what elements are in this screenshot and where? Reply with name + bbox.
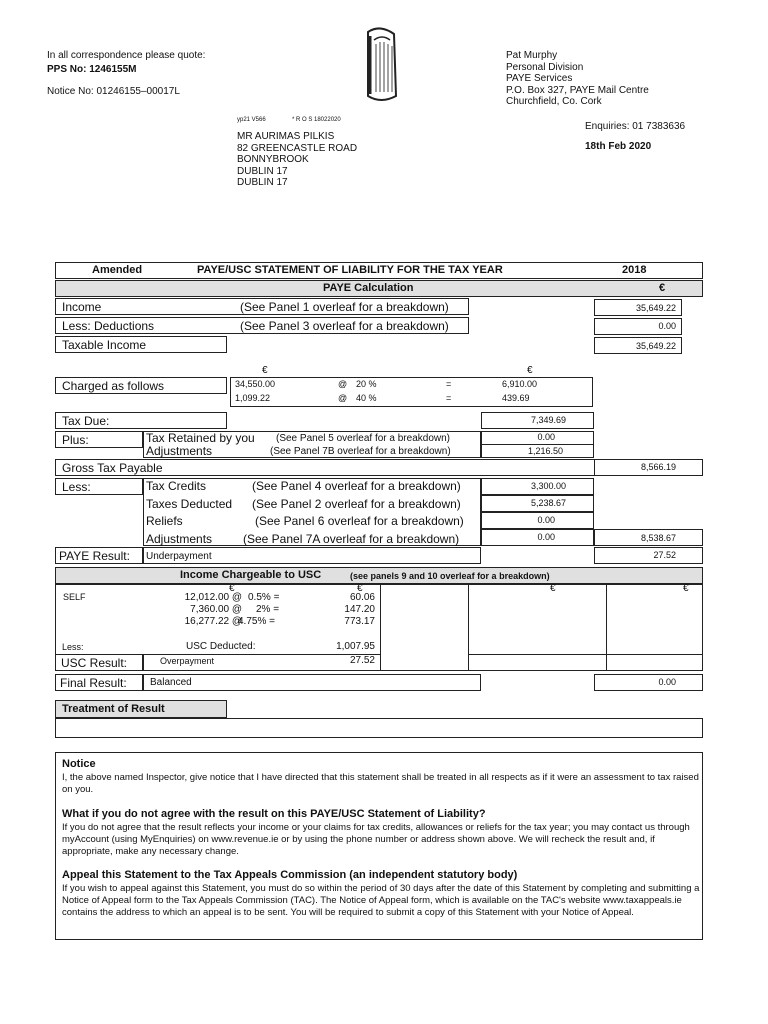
final-result-label: Final Result: [60, 676, 127, 690]
tax-due-label: Tax Due: [62, 414, 110, 428]
notice-body: I, the above named Inspector, give notice that I have directed that this statement shall be treated in all respects as if it were an assessment to tax raised on you. [62, 772, 699, 795]
usc-rate-2: 2% = [256, 604, 280, 615]
reliefs-note: (See Panel 6 overleaf for a breakdown) [255, 514, 464, 528]
address-line-1: MR AURIMAS PILKIS [237, 131, 335, 142]
less-label: Less: [62, 480, 91, 494]
quote-line: In all correspondence please quote: [47, 50, 206, 61]
office-line-1: Pat Murphy [506, 50, 558, 61]
charged-euro-right: € [527, 365, 533, 376]
paye-result-text: Underpayment [146, 551, 212, 562]
charged-amount-1: 34,550.00 [235, 379, 276, 389]
usc-value-2: 147.20 [344, 604, 375, 615]
charged-rate-2: 40 % [356, 393, 377, 403]
usc-rate-1: 0.5% = [248, 592, 280, 603]
income-label: Income [62, 300, 102, 314]
charged-rate-1: 20 % [356, 379, 377, 389]
usc-result-label: USC Result: [61, 656, 128, 670]
ref-code-left: yp21 V566 [237, 117, 266, 123]
taxes-deducted-value: 5,238.67 [530, 498, 566, 508]
enquiries: Enquiries: 01 7383636 [585, 121, 686, 132]
office-line-3: PAYE Services [506, 73, 573, 84]
credits-note: (See Panel 4 overleaf for a breakdown) [252, 479, 461, 493]
less-total-value: 8,538.67 [640, 533, 676, 543]
usc-result-value: 27.52 [349, 655, 375, 666]
retained-label: Tax Retained by you [146, 431, 255, 445]
deductions-label: Less: Deductions [62, 319, 155, 333]
usc-deducted-label: USC Deducted: [186, 641, 256, 652]
usc-euro-4: € [683, 583, 689, 594]
credits-value: 3,300.00 [530, 481, 566, 491]
plus-adjustments-label: Adjustments [146, 444, 213, 458]
charged-tax-2: 439.69 [502, 393, 530, 403]
usc-euro-1: € [229, 583, 235, 594]
plus-adjustments-note: (See Panel 7B overleaf for a breakdown) [270, 446, 451, 457]
usc-euro-3: € [550, 583, 556, 594]
ref-code-right: * R O S 18022020 [292, 117, 341, 123]
usc-divider-3 [606, 584, 607, 671]
taxable-income-label: Taxable Income [62, 338, 147, 352]
credits-label: Tax Credits [146, 479, 207, 493]
usc-value-3: 773.17 [344, 616, 375, 627]
statement-title: PAYE/USC STATEMENT OF LIABILITY FOR THE TAX YEAR [197, 264, 503, 276]
reliefs-value: 0.00 [537, 515, 555, 525]
usc-result-text: Overpayment [160, 656, 215, 666]
paye-result-label: PAYE Result: [59, 549, 130, 563]
final-result-text: Balanced [150, 677, 192, 688]
office-line-5: Churchfield, Co. Cork [506, 96, 602, 107]
tax-year: 2018 [622, 264, 647, 276]
less-adjustments-value: 0.00 [537, 532, 555, 542]
final-result-text-box [143, 674, 481, 691]
taxable-income-value: 35,649.22 [635, 341, 676, 351]
office-address [506, 50, 649, 108]
address-line-3: BONNYBROOK [237, 154, 309, 165]
address-line-2: 82 GREENCASTLE ROAD [237, 142, 358, 154]
treatment-box [55, 718, 703, 738]
notice-number: Notice No: 01246155–00017L [47, 86, 180, 97]
usc-value-1: 60.06 [349, 592, 375, 603]
reliefs-label: Reliefs [146, 514, 183, 528]
gross-tax-value: 8,566.19 [640, 462, 676, 472]
appeal-body: If you wish to appeal against this Statement, you must do so within the period of 30 days after the date of this Statement by completing and submitting a Notice of Appeal form to the Tax Appeals Commission (TAC). The Notice of Appeal form, which is available on the TAC's website www.taxappeals.ie contains the address to which an appeal is to be sent. You will be required to submit a copy of this Statement with your Notice of Appeal. [62, 883, 700, 918]
tax-due-value: 7,349.69 [530, 415, 566, 425]
paye-result-value: 27.52 [653, 550, 676, 560]
plus-label: Plus: [62, 433, 89, 447]
usc-divider-h [468, 654, 703, 655]
less-adjustments-note: (See Panel 7A overleaf for a breakdown) [243, 532, 460, 546]
usc-header-note: (see panels 9 and 10 overleaf for a breakdown) [350, 571, 550, 581]
usc-deducted-value: 1,007.95 [336, 641, 375, 652]
address-line-4: DUBLIN 17 [237, 165, 288, 177]
usc-less-label: Less: [62, 642, 84, 652]
usc-euro-2: € [357, 583, 363, 594]
charged-eq-2: = [446, 393, 452, 403]
paye-euro-symbol: € [659, 282, 666, 294]
income-note: (See Panel 1 overleaf for a breakdown) [240, 300, 449, 314]
usc-self-label: SELF [63, 592, 86, 602]
charged-at-1: @ [338, 379, 348, 389]
charged-tax-1: 6,910.00 [502, 379, 538, 389]
charged-amount-2: 1,099.22 [235, 393, 271, 403]
income-value: 35,649.22 [635, 303, 676, 313]
disagree-title: What if you do not agree with the result on this PAYE/USC Statement of Liability? [62, 808, 486, 820]
charged-table [230, 377, 593, 407]
office-line-2: Personal Division [506, 61, 584, 73]
charged-at-2: @ [338, 393, 348, 403]
usc-amount-2: 7,360.00 @ [190, 604, 242, 615]
treatment-label: Treatment of Result [62, 703, 165, 715]
deductions-value: 0.00 [658, 321, 676, 331]
appeal-title: Appeal this Statement to the Tax Appeals Commission (an independent statutory body) [62, 869, 518, 881]
plus-adjustments-value: 1,216.50 [527, 446, 563, 456]
usc-divider-2 [468, 584, 469, 671]
disagree-body: If you do not agree that the result reflects your income or your claims for tax credits, allowances or reliefs for the tax year; you may contact us through myAccount (using MyEnquiries) on www.revenue.ie or by using the phone number or address shown above. We will recheck the result and, if appropriate, make any necessary change. [62, 822, 690, 857]
harp-emblem-icon [360, 26, 402, 104]
less-adjustments-label: Adjustments [146, 532, 213, 546]
usc-amount-1: 12,012.00 @ [184, 592, 242, 603]
usc-rate-3: 4.75% = [238, 616, 275, 627]
usc-amount-3: 16,277.22 @ [184, 616, 242, 627]
charged-label: Charged as follows [62, 379, 165, 393]
usc-header-title: Income Chargeable to USC [180, 569, 322, 581]
amended-label: Amended [92, 264, 143, 276]
pps-number: PPS No: 1246155M [47, 64, 137, 75]
office-line-4: P.O. Box 327, PAYE Mail Centre [506, 84, 649, 96]
charged-eq-1: = [446, 379, 452, 389]
gross-tax-label: Gross Tax Payable [62, 461, 163, 475]
final-result-value: 0.00 [658, 677, 676, 687]
recipient-address [237, 131, 357, 189]
taxes-deducted-note: (See Panel 2 overleaf for a breakdown) [252, 497, 461, 511]
paye-calc-title: PAYE Calculation [323, 282, 414, 294]
notice-title: Notice [62, 758, 96, 770]
deductions-note: (See Panel 3 overleaf for a breakdown) [240, 319, 449, 333]
letter-date: 18th Feb 2020 [585, 141, 652, 152]
taxes-deducted-label: Taxes Deducted [146, 497, 233, 511]
retained-value: 0.00 [537, 432, 555, 442]
retained-note: (See Panel 5 overleaf for a breakdown) [276, 433, 450, 444]
address-line-5: DUBLIN 17 [237, 177, 288, 188]
charged-euro-left: € [262, 365, 268, 376]
